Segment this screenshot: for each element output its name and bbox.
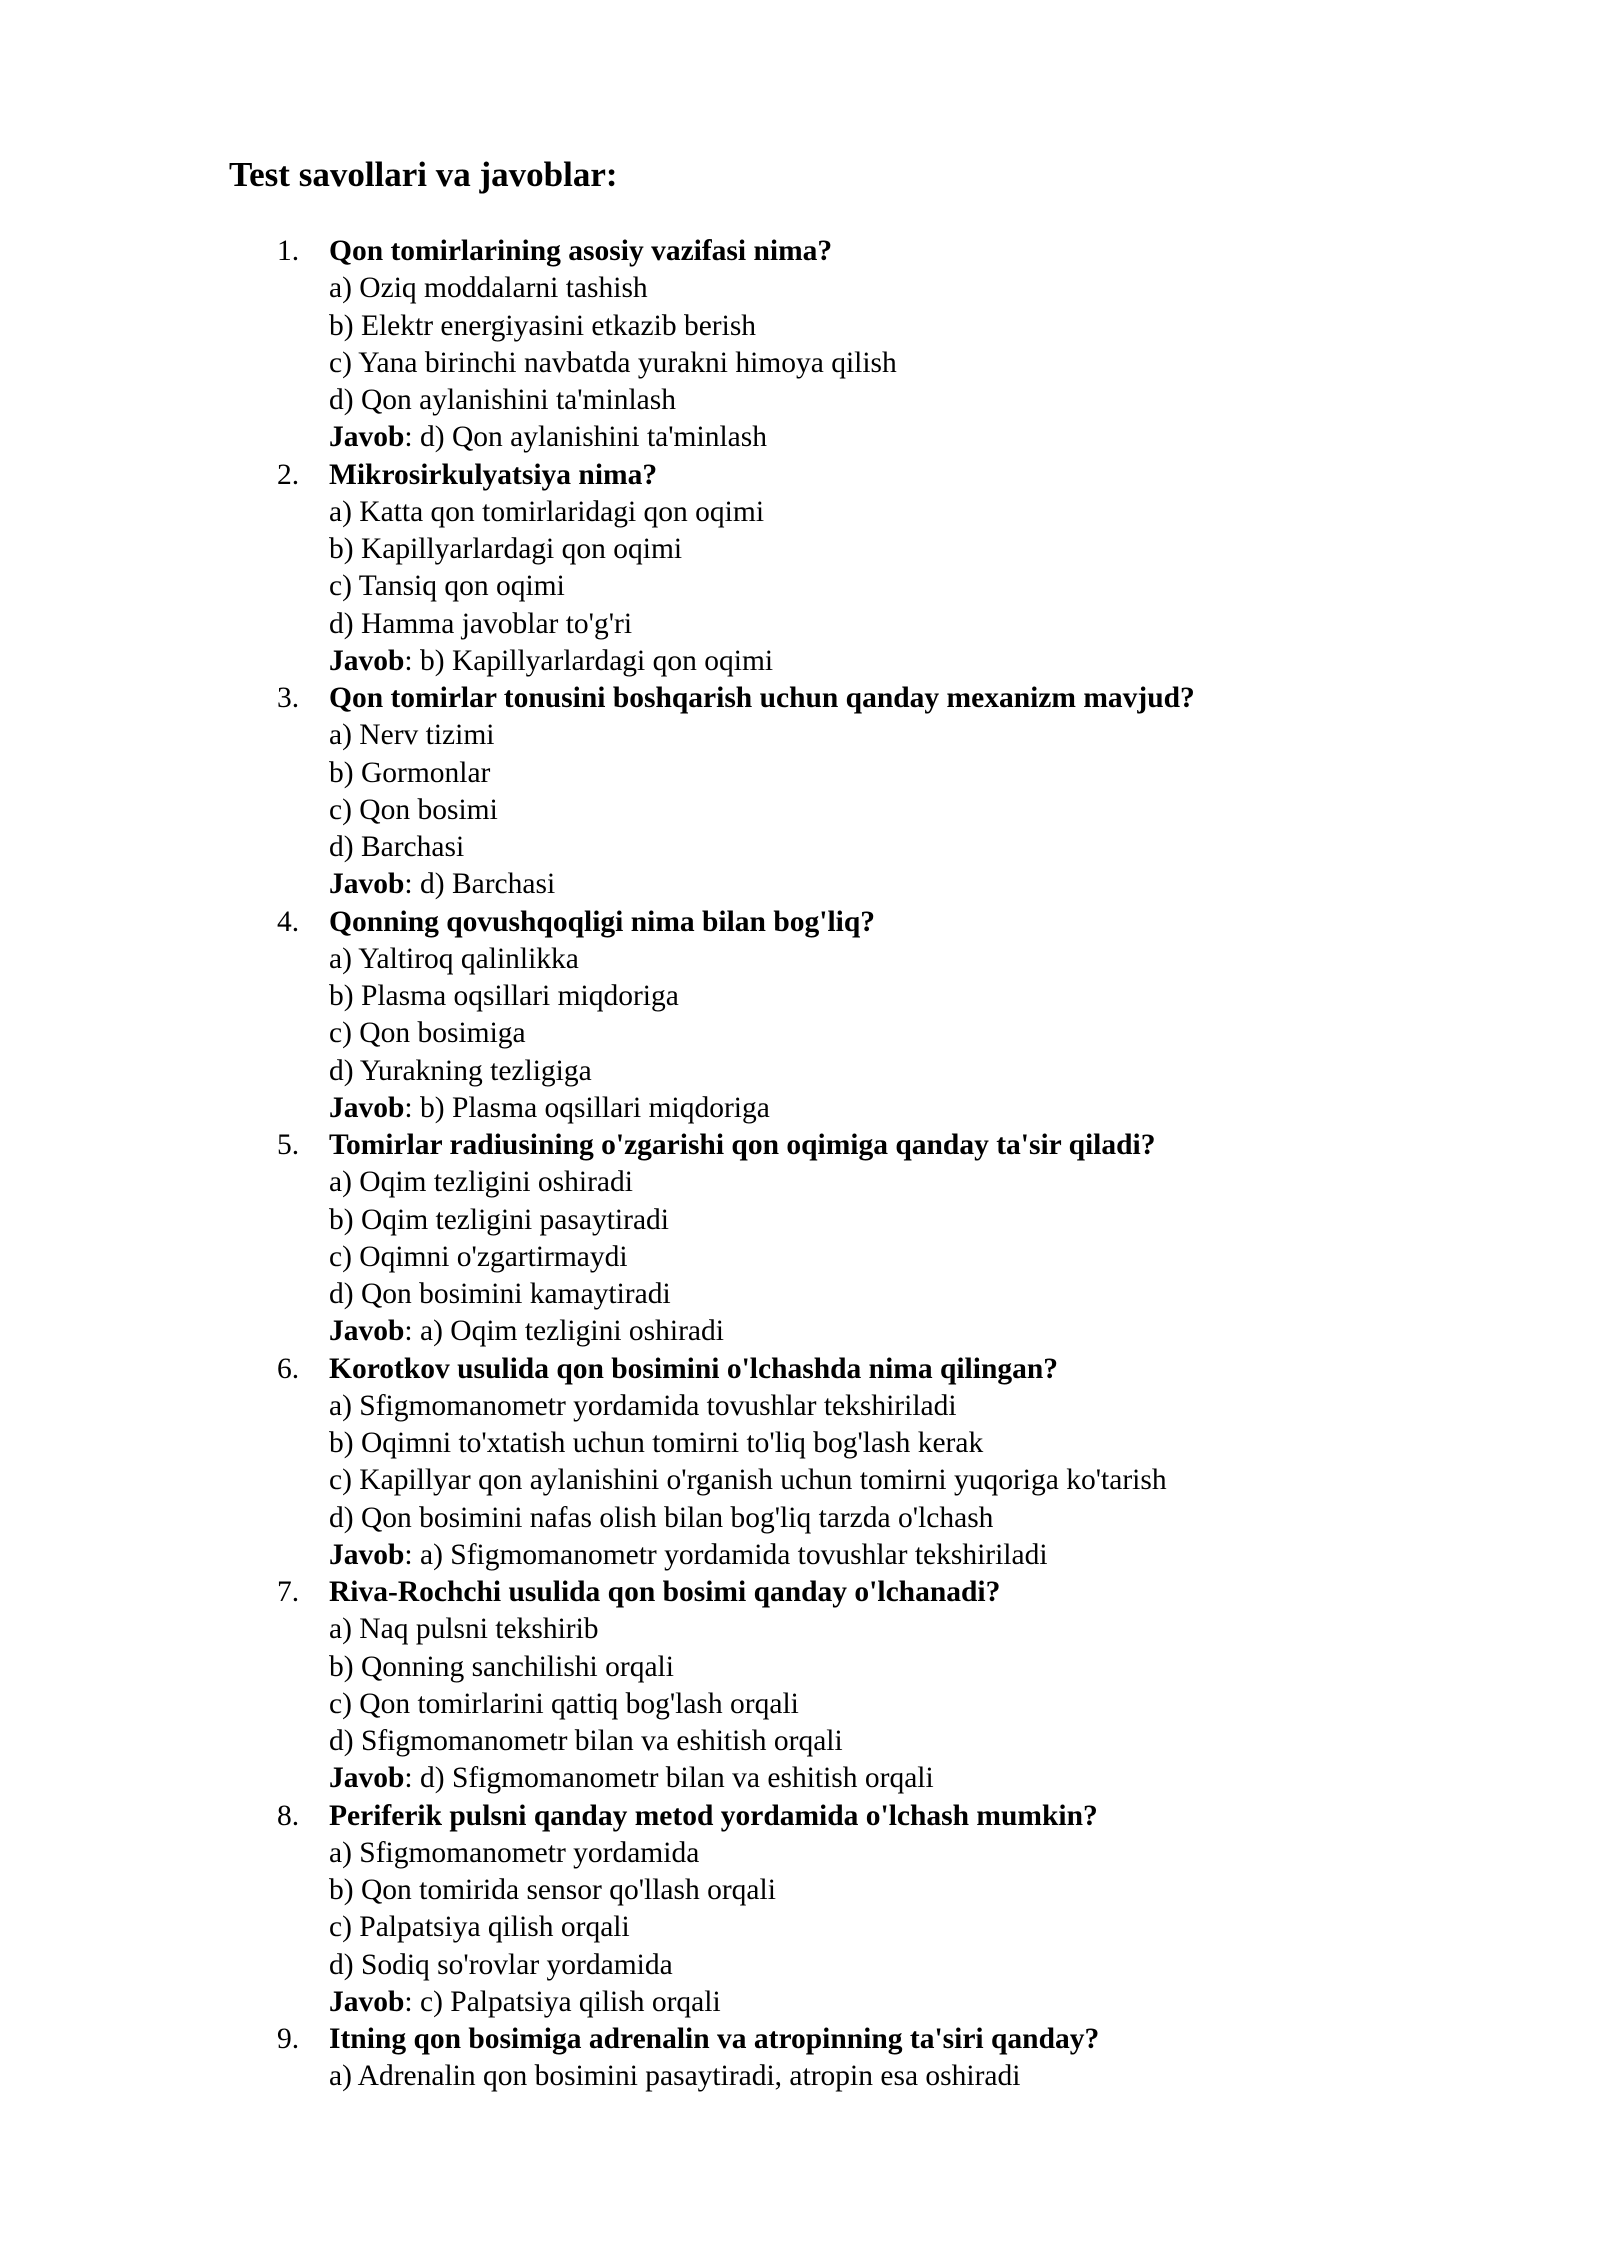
- question-list: [0, 233, 1600, 2096]
- question-item: [0, 2021, 1600, 2096]
- answer-option: a) Nerv tizimi: [329, 719, 495, 752]
- question-number: 1.: [277, 235, 300, 267]
- answer-value: : d) Barchasi: [404, 868, 556, 901]
- answer-option: a) Naq pulsni tekshirib: [329, 1613, 599, 1646]
- answer-option: d) Sodiq so'rovlar yordamida: [329, 1948, 673, 1981]
- answer-option: b) Plasma oqsillari miqdoriga: [329, 980, 679, 1012]
- answer-value: : d) Qon aylanishini ta'minlash: [404, 421, 767, 454]
- answer-option: b) Elektr energiyasini etkazib berish: [329, 309, 757, 342]
- answer-option: c) Qon bosimiga: [329, 1017, 526, 1050]
- question-item: [0, 680, 1600, 904]
- question-item: [0, 1351, 1600, 1575]
- question-number: 6.: [277, 1352, 300, 1385]
- question-text: Korotkov usulida qon bosimini o'lchashda nima qilingan?: [329, 1352, 1059, 1385]
- answer-label: Javob: [329, 421, 405, 454]
- question-number: 4.: [277, 905, 300, 938]
- answer-option: b) Kapillyarlardagi qon oqimi: [329, 533, 683, 565]
- question-text: Tomirlar radiusining o'zgarishi qon oqimiga qanday ta'sir qiladi?: [329, 1129, 1156, 1161]
- answer-option: a) Yaltiroq qalinlikka: [329, 942, 579, 975]
- answer-line: [0, 1537, 1600, 1574]
- question-item: [0, 1127, 1600, 1351]
- answer-label: Javob: [329, 1091, 405, 1124]
- answer-option: b) Qon tomirida sensor qo'llash orqali: [329, 1874, 776, 1906]
- answer-label: Javob: [329, 1538, 405, 1571]
- answer-label: Javob: [329, 1985, 405, 2018]
- question-item: [0, 233, 1600, 457]
- answer-option: a) Oqim tezligini oshiradi: [329, 1166, 633, 1199]
- question-item: [0, 904, 1600, 1128]
- answer-option: c) Qon tomirlarini qattiq bog'lash orqali: [329, 1687, 799, 1720]
- question-item: [0, 1574, 1600, 1798]
- question-item: [0, 457, 1600, 681]
- answer-option: d) Yurakning tezligiga: [329, 1054, 592, 1087]
- answer-label: Javob: [329, 1762, 405, 1795]
- answer-option: b) Gormonlar: [329, 756, 491, 789]
- question-text: Periferik pulsni qanday metod yordamida o'lchash mumkin?: [329, 1799, 1098, 1832]
- answer-option: d) Barchasi: [329, 831, 465, 863]
- answer-line: [0, 866, 1600, 903]
- answer-option: d) Hamma javoblar to'g'ri: [329, 607, 633, 640]
- answer-value: : c) Palpatsiya qilish orqali: [404, 1985, 721, 2018]
- question-text: Mikrosirkulyatsiya nima?: [329, 458, 658, 491]
- answer-option: c) Palpatsiya qilish orqali: [329, 1911, 630, 1944]
- question-number: 3.: [277, 682, 300, 714]
- answer-line: [0, 1090, 1600, 1127]
- answer-option: d) Sfigmomanometr bilan va eshitish orqali: [329, 1725, 843, 1757]
- answer-line: [0, 419, 1600, 456]
- question-item: [0, 1798, 1600, 2022]
- answer-option: b) Oqim tezligini pasaytiradi: [329, 1203, 669, 1236]
- answer-option: c) Kapillyar qon aylanishini o'rganish uchun tomirni yuqoriga ko'tarish: [329, 1464, 1167, 1497]
- question-number: 9.: [277, 2023, 300, 2055]
- answer-option: c) Oqimni o'zgartirmaydi: [329, 1240, 628, 1273]
- answer-option: a) Katta qon tomirlaridagi qon oqimi: [329, 495, 765, 528]
- answer-label: Javob: [329, 644, 405, 677]
- question-number: 8.: [277, 1799, 300, 1832]
- answer-line: [0, 1313, 1600, 1350]
- answer-option: c) Tansiq qon oqimi: [329, 570, 565, 603]
- answer-option: b) Oqimni to'xtatish uchun tomirni to'liq bog'lash kerak: [329, 1427, 984, 1459]
- answer-line: [0, 1984, 1600, 2021]
- answer-label: Javob: [329, 1315, 405, 1348]
- answer-option: c) Yana birinchi navbatda yurakni himoya qilish: [329, 346, 897, 379]
- answer-option: b) Qonning sanchilishi orqali: [329, 1650, 674, 1683]
- answer-option: a) Adrenalin qon bosimini pasaytiradi, atropin esa oshiradi: [329, 2060, 1021, 2093]
- answer-line: [0, 1760, 1600, 1797]
- question-text: Itning qon bosimiga adrenalin va atropinning ta'siri qanday?: [329, 2023, 1100, 2055]
- answer-option: a) Sfigmomanometr yordamida: [329, 1836, 700, 1869]
- answer-option: c) Qon bosimi: [329, 793, 498, 826]
- answer-option: a) Oziq moddalarni tashish: [329, 272, 648, 305]
- answer-option: a) Sfigmomanometr yordamida tovushlar tekshiriladi: [329, 1389, 957, 1422]
- answer-value: : a) Oqim tezligini oshiradi: [404, 1315, 724, 1348]
- page-title: Test savollari va javoblar:: [229, 155, 618, 194]
- answer-value: : d) Sfigmomanometr bilan va eshitish orqali: [404, 1762, 934, 1795]
- answer-label: Javob: [329, 868, 405, 901]
- answer-value: : b) Kapillyarlardagi qon oqimi: [404, 644, 774, 677]
- answer-option: d) Qon bosimini kamaytiradi: [329, 1278, 671, 1310]
- question-number: 5.: [277, 1129, 300, 1161]
- question-text: Qon tomirlar tonusini boshqarish uchun qanday mexanizm mavjud?: [329, 682, 1195, 714]
- answer-option: d) Qon bosimini nafas olish bilan bog'liq tarzda o'lchash: [329, 1501, 994, 1534]
- question-text: Qon tomirlarining asosiy vazifasi nima?: [329, 235, 833, 267]
- answer-value: : a) Sfigmomanometr yordamida tovushlar tekshiriladi: [404, 1538, 1048, 1571]
- question-number: 7.: [277, 1576, 300, 1608]
- answer-value: : b) Plasma oqsillari miqdoriga: [404, 1091, 770, 1124]
- question-text: Riva-Rochchi usulida qon bosimi qanday o'lchanadi?: [329, 1576, 1001, 1608]
- answer-line: [0, 643, 1600, 680]
- question-text: Qonning qovushqoqligi nima bilan bog'liq?: [329, 905, 875, 938]
- answer-option: d) Qon aylanishini ta'minlash: [329, 384, 676, 416]
- question-number: 2.: [277, 458, 300, 491]
